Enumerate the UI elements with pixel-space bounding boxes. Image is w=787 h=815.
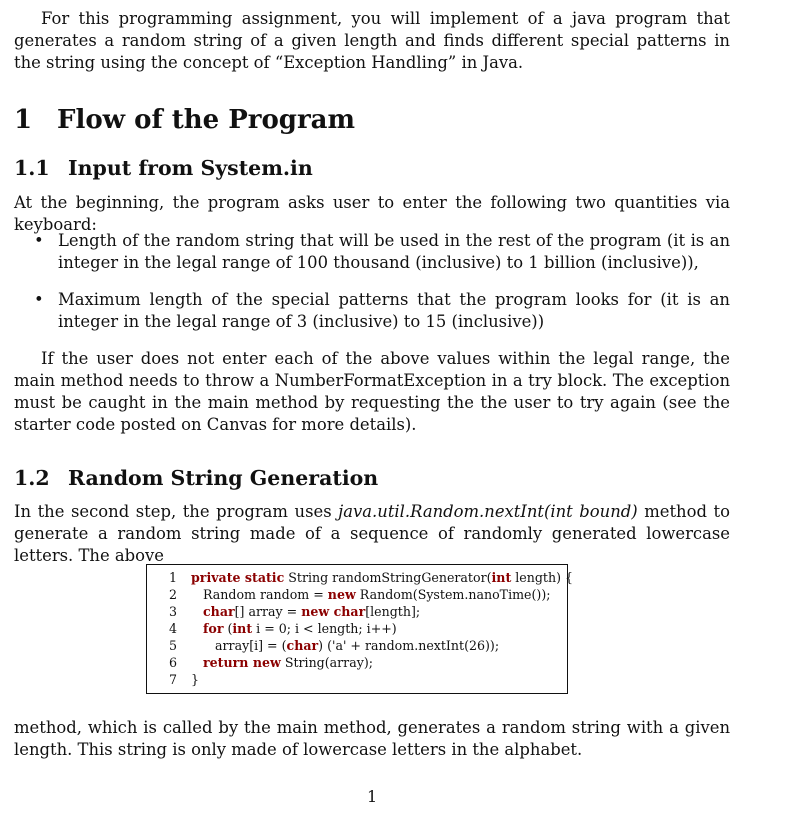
code-keyword: new char xyxy=(301,604,366,619)
code-text: [] array = xyxy=(234,604,302,619)
section-title: Flow of the Program xyxy=(57,105,356,135)
subsection-heading-1-1 xyxy=(14,155,313,181)
code-text: Random random = xyxy=(191,587,328,602)
code-keyword: return new xyxy=(203,655,281,670)
subsection-heading-1-2 xyxy=(14,465,378,491)
code-keyword: int xyxy=(491,570,512,585)
after-code-paragraph: method, which is called by the main method, generates a random string with a given length. This string is only made of lowercase letters in the alphabet. xyxy=(14,718,730,759)
code-keyword: private static xyxy=(191,570,285,585)
code-line-number: 6 xyxy=(168,655,177,670)
lead-before-text: In the second step, the program uses xyxy=(14,502,339,521)
code-text: i = 0; i < length; i++) xyxy=(252,621,397,636)
code-line xyxy=(191,637,499,654)
code-line-number: 4 xyxy=(168,621,177,636)
code-line xyxy=(191,569,573,586)
code-text: String(array); xyxy=(280,655,373,670)
method-name-text: java.util.Random.nextInt(int bound) xyxy=(338,502,638,521)
bullet-text: Maximum length of the special patterns that the program looks for (it is an integer in the legal range of 3 (inclusive) to 15 (inclusive)) xyxy=(58,290,730,331)
code-text: ( xyxy=(223,621,233,636)
code-keyword: char xyxy=(203,604,235,619)
code-keyword: int xyxy=(232,621,253,636)
intro-paragraph: For this programming assignment, you will implement of a java program that generates a random string of a given length and finds different special patterns in the string using the concept of “Exception Handling” in Java. xyxy=(14,9,730,72)
code-line xyxy=(191,671,199,688)
code-keyword: new xyxy=(327,587,356,602)
code-text: } xyxy=(191,672,200,687)
code-line xyxy=(191,603,420,620)
code-text: String randomStringGenerator( xyxy=(284,570,492,585)
input-lead-paragraph: At the beginning, the program asks user to enter the following two quantities via keyboard: xyxy=(14,193,730,234)
exception-paragraph: If the user does not enter each of the above values within the legal range, the main method needs to throw a NumberFormatException in a try block. The exception must be caught in the main method by requesting the the user to try again (see the starter code posted on Canvas for more details). xyxy=(14,349,730,434)
input-bullet-list xyxy=(14,230,730,333)
section-number: 1 xyxy=(14,105,33,135)
subsection-number-1-1: 1.1 xyxy=(14,156,50,180)
code-listing xyxy=(146,564,574,694)
code-text: ) ('a' + random.nextInt(26)); xyxy=(318,638,500,653)
subsection-title-1-1: Input from System.in xyxy=(68,156,313,180)
code-line-number: 1 xyxy=(168,570,177,585)
code-line-number: 7 xyxy=(168,672,177,687)
section-heading xyxy=(14,102,355,138)
bullet-item xyxy=(14,289,730,333)
code-text xyxy=(191,604,203,619)
code-text: Random(System.nanoTime()); xyxy=(355,587,551,602)
code-line xyxy=(191,620,397,637)
code-text: length) { xyxy=(511,570,574,585)
bullet-item xyxy=(14,230,730,274)
code-text: array[i] = ( xyxy=(191,638,287,653)
lead-after-text: method to generate a random string made of a sequence of randomly generated lowercase letters. The above xyxy=(14,502,730,565)
subsection-number-1-2: 1.2 xyxy=(14,466,50,490)
code-line xyxy=(191,586,550,603)
code-text: [length]; xyxy=(365,604,421,619)
code-text xyxy=(191,621,203,636)
code-keyword: for xyxy=(203,621,224,636)
bullet-text: Length of the random string that will be used in the rest of the program (it is an integer in the legal range of 100 thousand (inclusive) to 1 billion (inclusive)), xyxy=(58,231,730,272)
bullet-symbol: • xyxy=(34,290,44,309)
code-line-number: 3 xyxy=(168,604,177,619)
bullet-symbol: • xyxy=(34,231,44,250)
code-line-number: 2 xyxy=(168,587,177,602)
random-lead-paragraph xyxy=(14,501,730,567)
code-line-number: 5 xyxy=(168,638,177,653)
code-keyword: char xyxy=(286,638,319,653)
code-line xyxy=(191,654,373,671)
subsection-title-1-2: Random String Generation xyxy=(68,466,379,490)
page-number: 1 xyxy=(367,787,378,806)
code-text xyxy=(191,655,203,670)
